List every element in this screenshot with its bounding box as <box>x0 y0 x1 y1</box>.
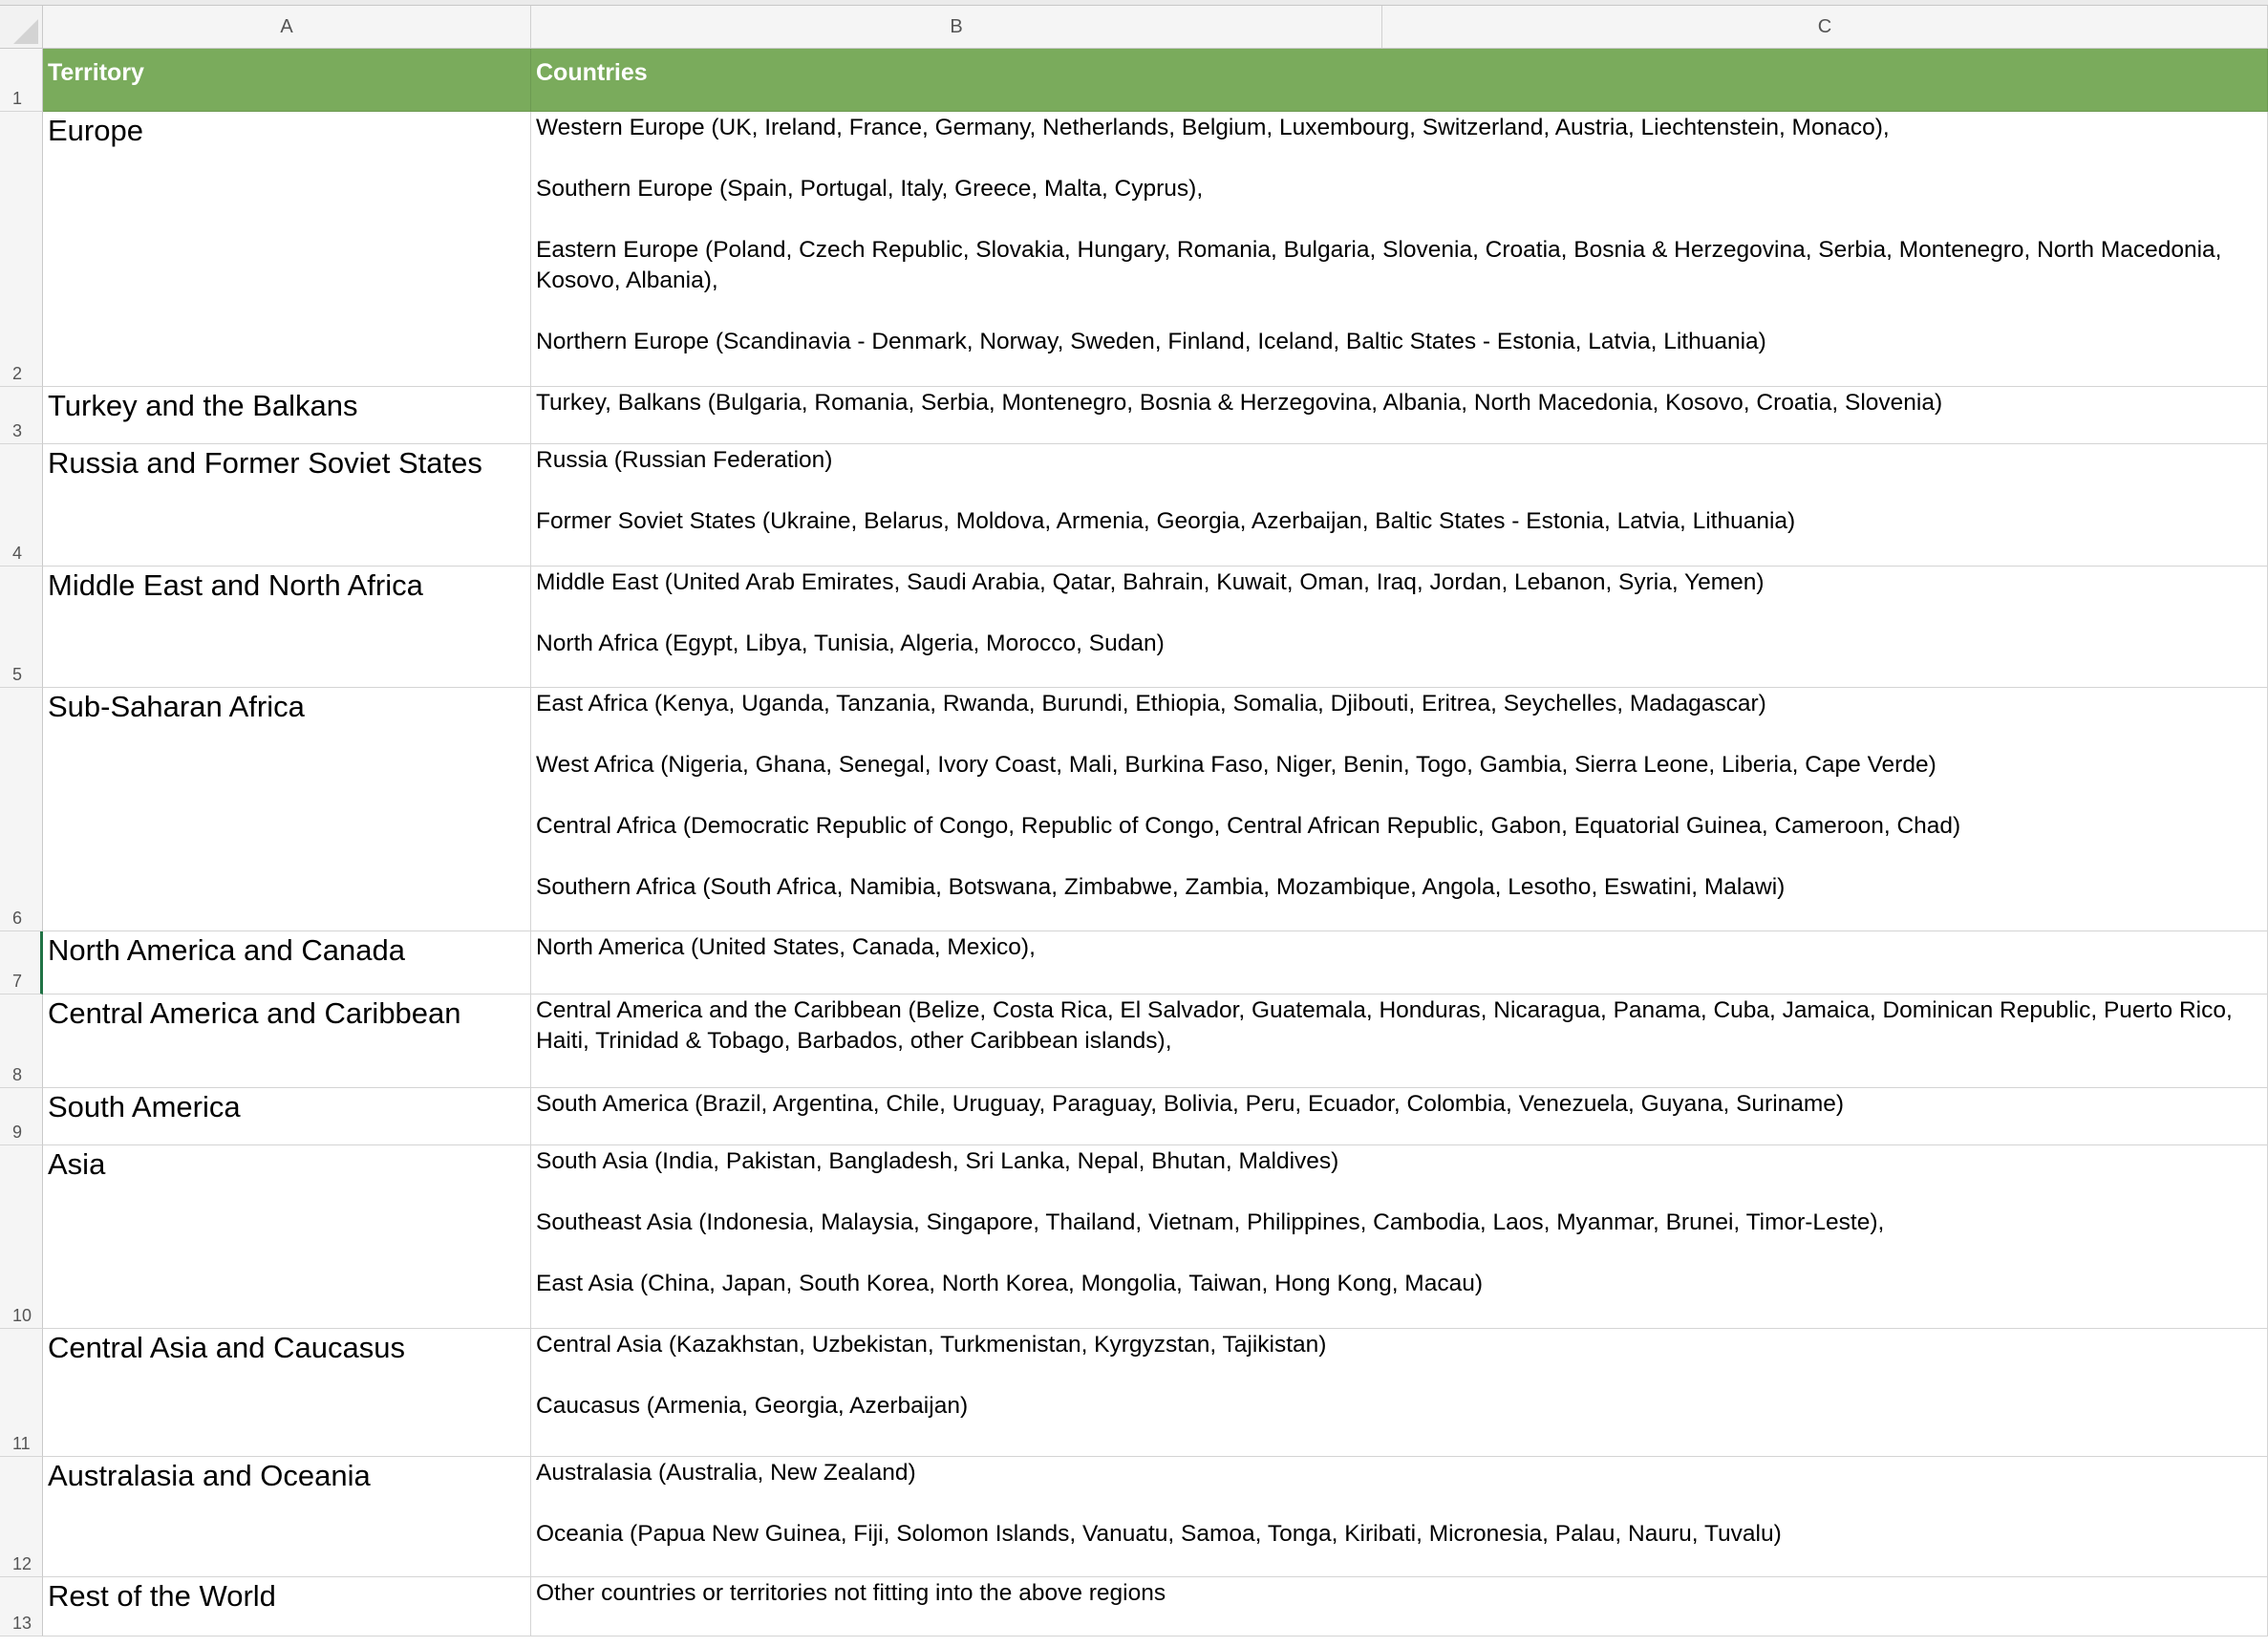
territory-cell[interactable]: Russia and Former Soviet States <box>43 444 531 567</box>
row-number: 9 <box>12 1123 23 1142</box>
countries-paragraph: Eastern Europe (Poland, Czech Republic, Slovakia, Hungary, Romania, Bulgaria, Slovenia, Croatia, Bosnia & Herzegovina, Serbia, Montenegro, North Macedonia, Kosovo, Albania), <box>536 237 2222 293</box>
countries-paragraph: Oceania (Papua New Guinea, Fiji, Solomon Islands, Vanuatu, Samoa, Tonga, Kiribati, Micronesia, Palau, Nauru, Tuvalu) <box>536 1521 1782 1547</box>
countries-paragraph: Southeast Asia (Indonesia, Malaysia, Singapore, Thailand, Vietnam, Philippines, Cambodia, Laos, Myanmar, Brunei, Timor-Leste), <box>536 1209 1885 1235</box>
territory-cell[interactable]: Rest of the World <box>43 1577 531 1636</box>
countries-paragraph: South Asia (India, Pakistan, Bangladesh, Sri Lanka, Nepal, Bhutan, Maldives) <box>536 1148 1339 1174</box>
row-header-13[interactable] <box>0 1577 43 1636</box>
countries-cell[interactable] <box>531 567 2268 688</box>
countries-cell[interactable] <box>531 1577 2268 1636</box>
row-header-8[interactable] <box>0 995 43 1088</box>
row-header-2[interactable] <box>0 112 43 387</box>
countries-cell[interactable] <box>531 688 2268 931</box>
countries-cell[interactable] <box>531 444 2268 567</box>
row-number: 2 <box>12 364 23 383</box>
countries-paragraph: East Asia (China, Japan, South Korea, North Korea, Mongolia, Taiwan, Hong Kong, Macau) <box>536 1271 1484 1296</box>
row-header-3[interactable] <box>0 387 43 444</box>
countries-paragraph: West Africa (Nigeria, Ghana, Senegal, Ivory Coast, Mali, Burkina Faso, Niger, Benin, Togo, Gambia, Sierra Leone, Liberia, Cape Verde) <box>536 752 1936 778</box>
countries-cell[interactable] <box>531 387 2268 444</box>
countries-paragraph: South America (Brazil, Argentina, Chile, Uruguay, Paraguay, Bolivia, Peru, Ecuador, Colombia, Venezuela, Guyana, Suriname) <box>536 1091 1845 1117</box>
row-header-11[interactable] <box>0 1329 43 1457</box>
territory-cell[interactable]: Central Asia and Caucasus <box>43 1329 531 1457</box>
row-number: 11 <box>12 1434 31 1453</box>
countries-cell[interactable] <box>531 995 2268 1088</box>
row-number: 5 <box>12 665 23 684</box>
territory-cell[interactable]: Turkey and the Balkans <box>43 387 531 444</box>
row-number: 8 <box>12 1065 23 1084</box>
row-number: 6 <box>12 909 23 928</box>
countries-paragraph: Former Soviet States (Ukraine, Belarus, Moldova, Armenia, Georgia, Azerbaijan, Baltic States - Estonia, Latvia, Lithuania) <box>536 508 1796 534</box>
row-number: 12 <box>12 1554 32 1573</box>
territory-cell[interactable]: Central America and Caribbean <box>43 995 531 1088</box>
header-cell-territory[interactable]: Territory <box>43 49 531 112</box>
territory-cell[interactable]: Sub-Saharan Africa <box>43 688 531 931</box>
countries-cell[interactable] <box>531 1329 2268 1457</box>
row-number: 13 <box>12 1614 32 1633</box>
row-header-12[interactable] <box>0 1457 43 1577</box>
territory-cell[interactable]: Australasia and Oceania <box>43 1457 531 1577</box>
countries-paragraph: Australasia (Australia, New Zealand) <box>536 1460 916 1486</box>
row-header-4[interactable] <box>0 444 43 567</box>
countries-cell[interactable] <box>531 1145 2268 1329</box>
territory-cell[interactable]: Middle East and North Africa <box>43 567 531 688</box>
countries-cell[interactable] <box>531 1457 2268 1577</box>
countries-paragraph: Central America and the Caribbean (Belize, Costa Rica, El Salvador, Guatemala, Honduras, Nicaragua, Panama, Cuba, Jamaica, Dominican Republic, Puerto Rico, Haiti, Trinidad & Tobago, Barbados, other Caribbean islands), <box>536 997 2233 1054</box>
countries-paragraph: Southern Africa (South Africa, Namibia, Botswana, Zimbabwe, Zambia, Mozambique, Angola, Lesotho, Eswatini, Malawi) <box>536 874 1786 900</box>
countries-cell[interactable] <box>531 1088 2268 1145</box>
territory-cell[interactable]: South America <box>43 1088 531 1145</box>
countries-paragraph: Western Europe (UK, Ireland, France, Germany, Netherlands, Belgium, Luxembourg, Switzerland, Austria, Liechtenstein, Monaco), <box>536 115 1890 140</box>
row-header-10[interactable] <box>0 1145 43 1329</box>
countries-paragraph: Middle East (United Arab Emirates, Saudi Arabia, Qatar, Bahrain, Kuwait, Oman, Iraq, Jordan, Lebanon, Syria, Yemen) <box>536 569 1765 595</box>
row-number: 7 <box>12 972 23 991</box>
select-all-corner[interactable] <box>0 6 43 49</box>
row-header-1[interactable] <box>0 49 43 112</box>
countries-paragraph: Central Asia (Kazakhstan, Uzbekistan, Turkmenistan, Kyrgyzstan, Tajikistan) <box>536 1332 1327 1358</box>
countries-paragraph: Other countries or territories not fitting into the above regions <box>536 1580 1166 1606</box>
countries-paragraph: North America (United States, Canada, Mexico), <box>536 934 1036 960</box>
row-number: 4 <box>12 544 23 563</box>
countries-cell[interactable] <box>531 112 2268 387</box>
territory-cell[interactable]: Europe <box>43 112 531 387</box>
column-header-b[interactable]: B <box>531 6 1382 49</box>
row-number: 3 <box>12 421 23 440</box>
countries-cell[interactable] <box>531 931 2268 995</box>
countries-paragraph: Central Africa (Democratic Republic of Congo, Republic of Congo, Central African Republic, Gabon, Equatorial Guinea, Cameroon, Chad) <box>536 813 1961 839</box>
column-header-c[interactable]: C <box>1382 6 2268 49</box>
countries-paragraph: North Africa (Egypt, Libya, Tunisia, Algeria, Morocco, Sudan) <box>536 631 1165 656</box>
countries-paragraph: Southern Europe (Spain, Portugal, Italy, Greece, Malta, Cyprus), <box>536 176 1204 202</box>
row-header-7[interactable] <box>0 931 43 995</box>
row-header-9[interactable] <box>0 1088 43 1145</box>
row-number: 1 <box>12 89 23 108</box>
row-header-5[interactable] <box>0 567 43 688</box>
row-number: 10 <box>12 1306 32 1325</box>
column-header-a[interactable]: A <box>43 6 531 49</box>
row-header-6[interactable] <box>0 688 43 931</box>
header-cell-countries[interactable]: Countries <box>531 49 2268 112</box>
countries-paragraph: East Africa (Kenya, Uganda, Tanzania, Rwanda, Burundi, Ethiopia, Somalia, Djibouti, Eritrea, Seychelles, Madagascar) <box>536 691 1766 717</box>
territory-cell[interactable]: North America and Canada <box>43 931 531 995</box>
territory-cell[interactable]: Asia <box>43 1145 531 1329</box>
countries-paragraph: Caucasus (Armenia, Georgia, Azerbaijan) <box>536 1393 969 1419</box>
countries-paragraph: Russia (Russian Federation) <box>536 447 833 473</box>
countries-paragraph: Turkey, Balkans (Bulgaria, Romania, Serbia, Montenegro, Bosnia & Herzegovina, Albania, North Macedonia, Kosovo, Croatia, Slovenia) <box>536 390 1943 416</box>
countries-paragraph: Northern Europe (Scandinavia - Denmark, Norway, Sweden, Finland, Iceland, Baltic States - Estonia, Latvia, Lithuania) <box>536 329 1766 354</box>
select-all-triangle-icon <box>13 19 38 44</box>
